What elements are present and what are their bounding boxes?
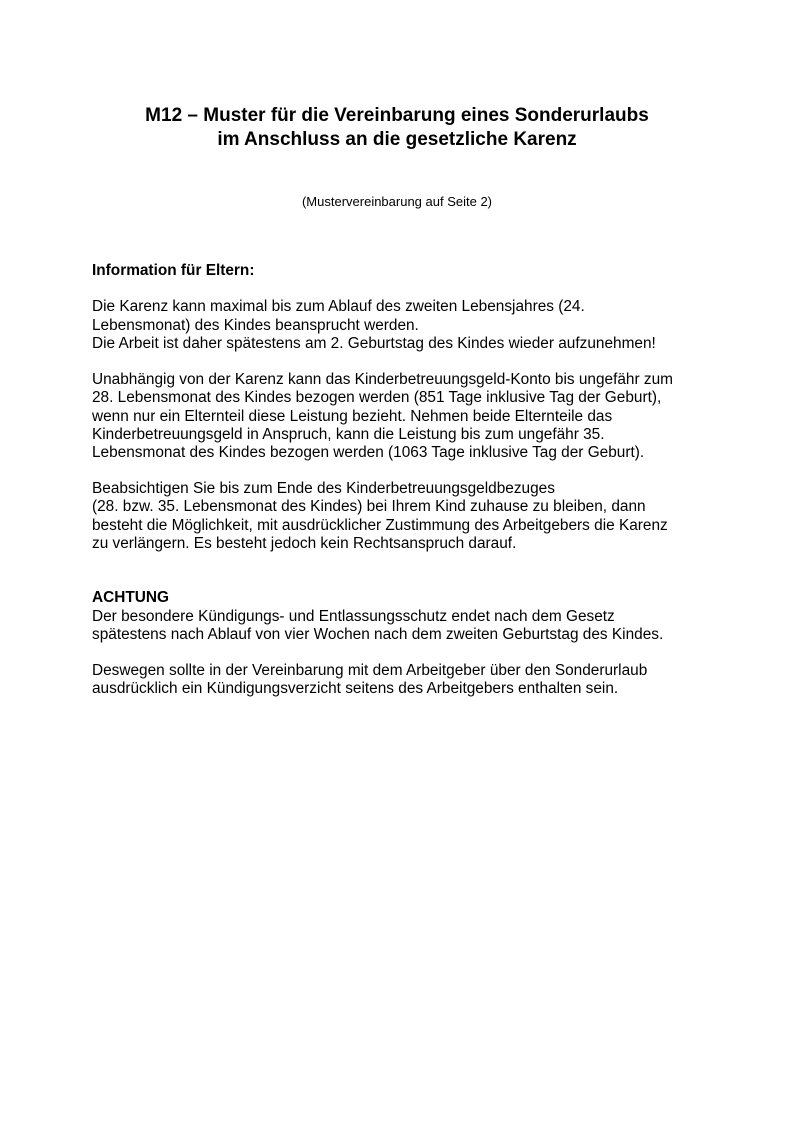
text-line: spätestens nach Ablauf von vier Wochen nach dem zweiten Geburtstag des Kindes. xyxy=(92,625,664,643)
text-line: Deswegen sollte in der Vereinbarung mit dem Arbeitgeber über den Sonderurlaub xyxy=(92,662,648,680)
text-line: besteht die Möglichkeit, mit ausdrücklicher Zustimmung des Arbeitgebers die Karenz xyxy=(92,516,668,534)
info-paragraph-2 xyxy=(92,371,712,462)
subnote: (Mustervereinbarung auf Seite 2) xyxy=(301,194,493,209)
text-line: Lebensmonat des Kindes bezogen werden (1063 Tage inklusive Tag der Geburt). xyxy=(92,443,645,461)
text-line: Beabsichtigen Sie bis zum Ende des Kinderbetreuungsgeldbezuges xyxy=(92,480,555,498)
text-line: Kinderbetreuungsgeld in Anspruch, kann die Leistung bis zum ungefähr 35. xyxy=(92,425,605,443)
document-body xyxy=(92,262,712,699)
warning-paragraph-2 xyxy=(92,662,712,698)
text-line: Unabhängig von der Karenz kann das Kinderbetreuungsgeld-Konto bis ungefähr zum xyxy=(92,371,673,389)
info-heading: Information für Eltern: xyxy=(92,262,255,279)
title-line-2: im Anschluss an die gesetzliche Karenz xyxy=(217,129,577,150)
text-line: Die Karenz kann maximal bis zum Ablauf des zweiten Lebensjahres (24. xyxy=(92,298,585,316)
warning-paragraph-1 xyxy=(92,608,712,644)
text-line: 28. Lebensmonat des Kindes bezogen werden (851 Tage inklusive Tag der Geburt), xyxy=(92,389,662,407)
text-line: ausdrücklich ein Kündigungsverzicht seitens des Arbeitgebers enthalten sein. xyxy=(92,680,619,698)
warning-heading: ACHTUNG xyxy=(92,589,169,607)
text-line: Lebensmonat) des Kindes beansprucht werden. xyxy=(92,316,419,334)
title-line-1: M12 – Muster für die Vereinbarung eines Sonderurlaubs xyxy=(145,105,649,126)
text-line: wenn nur ein Elternteil diese Leistung bezieht. Nehmen beide Elternteile das xyxy=(92,407,613,425)
text-line: zu verlängern. Es besteht jedoch kein Rechtsanspruch darauf. xyxy=(92,534,517,552)
info-paragraph-3 xyxy=(92,480,712,553)
info-paragraph-1 xyxy=(92,298,712,353)
text-line: Der besondere Kündigungs- und Entlassungsschutz endet nach dem Gesetz xyxy=(92,607,615,625)
text-line: Die Arbeit ist daher spätestens am 2. Geburtstag des Kindes wieder aufzunehmen! xyxy=(92,334,656,352)
text-line: (28. bzw. 35. Lebensmonat des Kindes) bei Ihrem Kind zuhause zu bleiben, dann xyxy=(92,498,646,516)
page-title xyxy=(0,104,794,152)
